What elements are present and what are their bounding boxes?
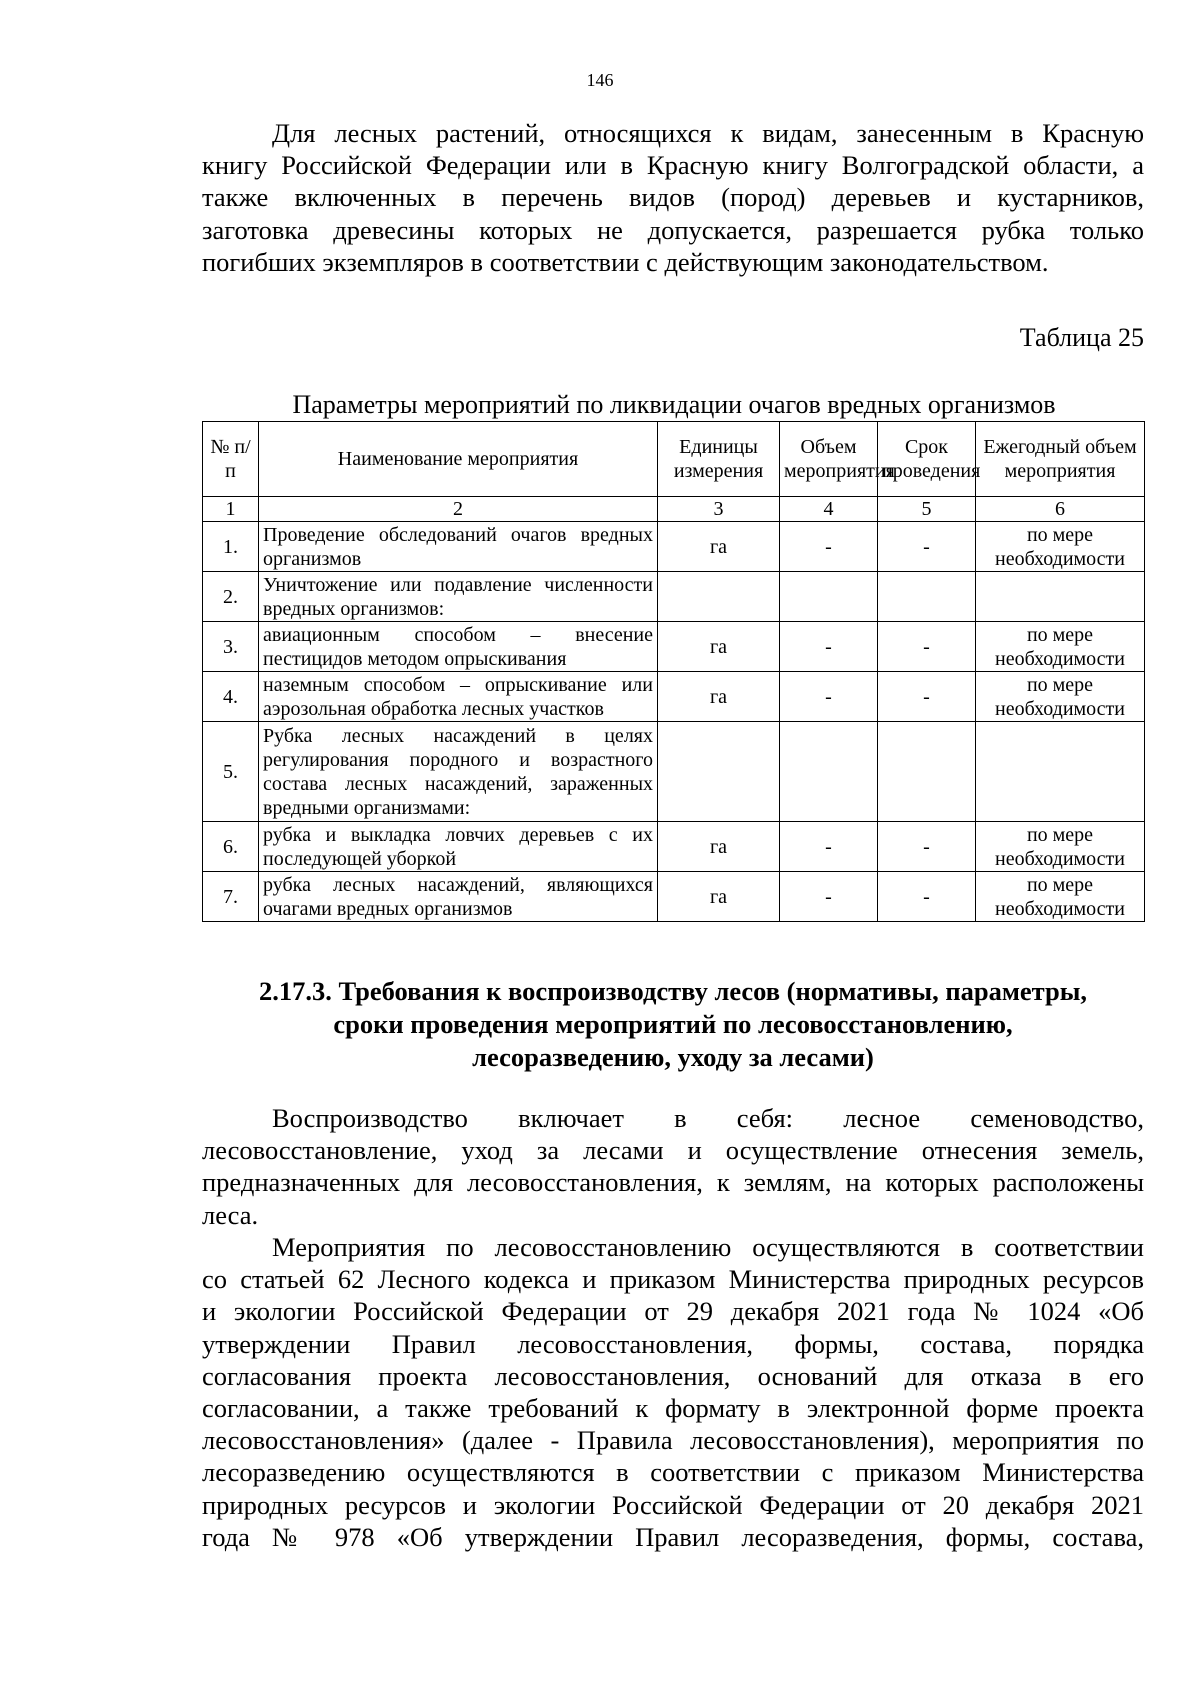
paragraph-reforestation (202, 1231, 1144, 1553)
paragraph-line: согласования проекта лесовосстановления, оснований для отказа в его (202, 1360, 1144, 1391)
table-header-row (203, 422, 1145, 497)
paragraph-line: лесоразведению осуществляются в соответствии с приказом Министерства (202, 1457, 1144, 1488)
row-name: рубка лесных насаждений, являющихся очагами вредных организмов (259, 872, 658, 922)
row-term: - (878, 522, 976, 572)
header-number: № п/п (203, 422, 259, 497)
table-row (203, 722, 1145, 822)
heading-line: сроки проведения мероприятий по лесовосстановлению, (333, 1009, 1013, 1039)
column-number: 5 (878, 497, 976, 522)
heading-line: лесоразведению, уходу за лесами) (472, 1042, 874, 1072)
table-row (203, 672, 1145, 722)
paragraph-line: лесовосстановление, уход за лесами и осуществление отнесения земель, (202, 1135, 1144, 1166)
intro-paragraph (202, 117, 1144, 278)
row-unit (658, 572, 780, 622)
measures-table (202, 421, 1145, 922)
row-unit: га (658, 622, 780, 672)
row-annual: по мере необходимости (976, 522, 1145, 572)
row-term: - (878, 622, 976, 672)
row-unit: га (658, 672, 780, 722)
row-volume: - (780, 672, 878, 722)
row-annual (976, 572, 1145, 622)
row-annual: по мере необходимости (976, 672, 1145, 722)
table-row (203, 522, 1145, 572)
row-number: 5. (203, 722, 259, 822)
row-number: 3. (203, 622, 259, 672)
paragraph-line: и экологии Российской Федерации от 29 декабря 2021 года № 1024 «Об (202, 1296, 1144, 1327)
paragraph-line: леса. (202, 1199, 259, 1230)
row-volume: - (780, 622, 878, 672)
column-number: 6 (976, 497, 1145, 522)
row-volume: - (780, 872, 878, 922)
row-term: - (878, 672, 976, 722)
row-number: 2. (203, 572, 259, 622)
row-term (878, 722, 976, 822)
table-caption: Параметры мероприятий по ликвидации очагов вредных организмов (292, 390, 1056, 419)
row-name: Рубка лесных насаждений в целях регулирования породного и возрастного состава лесных насаждений, зараженных вредными организмами: (259, 722, 658, 822)
paragraph-line: Для лесных растений, относящихся к видам, занесенным в Красную (272, 118, 1144, 148)
header-annual: Ежегодный объем мероприятия (976, 422, 1145, 497)
paragraph-line: заготовка древесины которых не допускается, разрешается рубка только (202, 214, 1144, 245)
paragraph-line: утверждении Правил лесовосстановления, формы, состава, порядка (202, 1328, 1144, 1359)
row-term: - (878, 822, 976, 872)
row-volume: - (780, 822, 878, 872)
row-annual (976, 722, 1145, 822)
table-row (203, 822, 1145, 872)
header-volume: Объем мероприятия (780, 422, 878, 497)
row-volume: - (780, 522, 878, 572)
row-name: авиационным способом – внесение пестицидов методом опрыскивания (259, 622, 658, 672)
column-number: 3 (658, 497, 780, 522)
paragraph-line: природных ресурсов и экологии Российской Федерации от 20 декабря 2021 (202, 1489, 1144, 1520)
column-number: 1 (203, 497, 259, 522)
paragraph-line: погибших экземпляров в соответствии с действующим законодательством. (202, 246, 1049, 277)
row-term: - (878, 872, 976, 922)
row-volume (780, 722, 878, 822)
row-name: Проведение обследований очагов вредных организмов (259, 522, 658, 572)
paragraph-line: Воспроизводство включает в себя: лесное семеноводство, (272, 1103, 1144, 1133)
header-unit: Единицы измерения (658, 422, 780, 497)
row-term (878, 572, 976, 622)
paragraph-line: Мероприятия по лесовосстановлению осуществляются в соответствии (272, 1232, 1144, 1262)
table-row (203, 572, 1145, 622)
row-number: 4. (203, 672, 259, 722)
paragraph-reproduction (202, 1102, 1144, 1231)
row-name: Уничтожение или подавление численности вредных организмов: (259, 572, 658, 622)
column-number: 4 (780, 497, 878, 522)
column-number-row (203, 497, 1145, 522)
row-unit: га (658, 822, 780, 872)
row-name: наземным способом – опрыскивание или аэрозольная обработка лесных участков (259, 672, 658, 722)
heading-line: 2.17.3. Требования к воспроизводству лесов (нормативы, параметры, (258, 976, 1088, 1006)
paragraph-line: согласовании, а также требований к формату в электронной форме проекта (202, 1393, 1144, 1424)
section-heading (202, 975, 1144, 1074)
row-unit (658, 722, 780, 822)
table-row (203, 872, 1145, 922)
row-number: 6. (203, 822, 259, 872)
header-name: Наименование мероприятия (259, 422, 658, 497)
row-unit: га (658, 872, 780, 922)
paragraph-line: лесовосстановления» (далее - Правила лесовосстановления), мероприятия по (202, 1425, 1144, 1456)
row-annual: по мере необходимости (976, 622, 1145, 672)
paragraph-line: книгу Российской Федерации или в Красную книгу Волгоградской области, а (202, 150, 1144, 181)
row-annual: по мере необходимости (976, 822, 1145, 872)
paragraph-line: года № 978 «Об утверждении Правил лесоразведения, формы, состава, (202, 1521, 1144, 1552)
column-number: 2 (259, 497, 658, 522)
paragraph-line: также включенных в перечень видов (пород) деревьев и кустарников, (202, 182, 1144, 213)
row-number: 7. (203, 872, 259, 922)
row-volume (780, 572, 878, 622)
header-term: Срок проведения (878, 422, 976, 497)
page-number: 146 (586, 70, 614, 90)
table-label: Таблица 25 (1019, 323, 1144, 352)
paragraph-line: предназначенных для лесовосстановления, к землям, на которых расположены (202, 1167, 1144, 1198)
row-unit: га (658, 522, 780, 572)
row-annual: по мере необходимости (976, 872, 1145, 922)
table-row (203, 622, 1145, 672)
row-number: 1. (203, 522, 259, 572)
paragraph-line: со статьей 62 Лесного кодекса и приказом Министерства природных ресурсов (202, 1264, 1144, 1295)
row-name: рубка и выкладка ловчих деревьев с их последующей уборкой (259, 822, 658, 872)
